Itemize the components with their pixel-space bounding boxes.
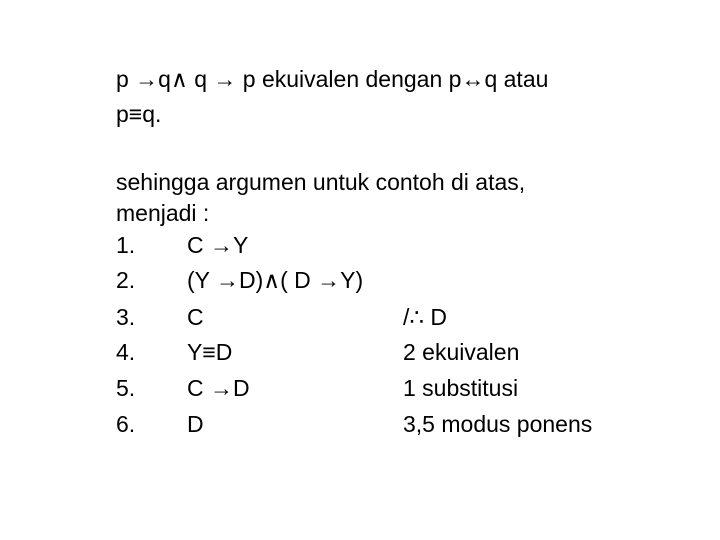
step-number: 5. [116,375,136,401]
body-line-2: menjadi : [116,200,210,226]
step-number: 4. [116,339,136,365]
step-expression: (Y →D)∧( D →Y) [187,267,364,293]
step-expression: Y≡D [187,339,233,365]
step-reason: 1 substitusi [403,375,519,401]
step-number: 6. [116,411,136,437]
intro-line-2: p≡q. [116,101,162,127]
step-expression: C →D [187,375,250,401]
step-reason: /∴ D [403,304,448,330]
step-number: 2. [116,267,136,293]
step-expression: C [187,304,204,330]
step-number: 1. [116,232,136,258]
step-number: 3. [116,304,136,330]
intro-line-1: p →q∧ q → p ekuivalen dengan p↔q atau [116,66,549,92]
step-reason: 3,5 modus ponens [403,411,593,437]
step-expression: D [187,411,204,437]
body-line-1: sehingga argumen untuk contoh di atas, [116,169,526,195]
step-reason: 2 ekuivalen [403,339,520,365]
step-expression: C →Y [187,232,249,258]
